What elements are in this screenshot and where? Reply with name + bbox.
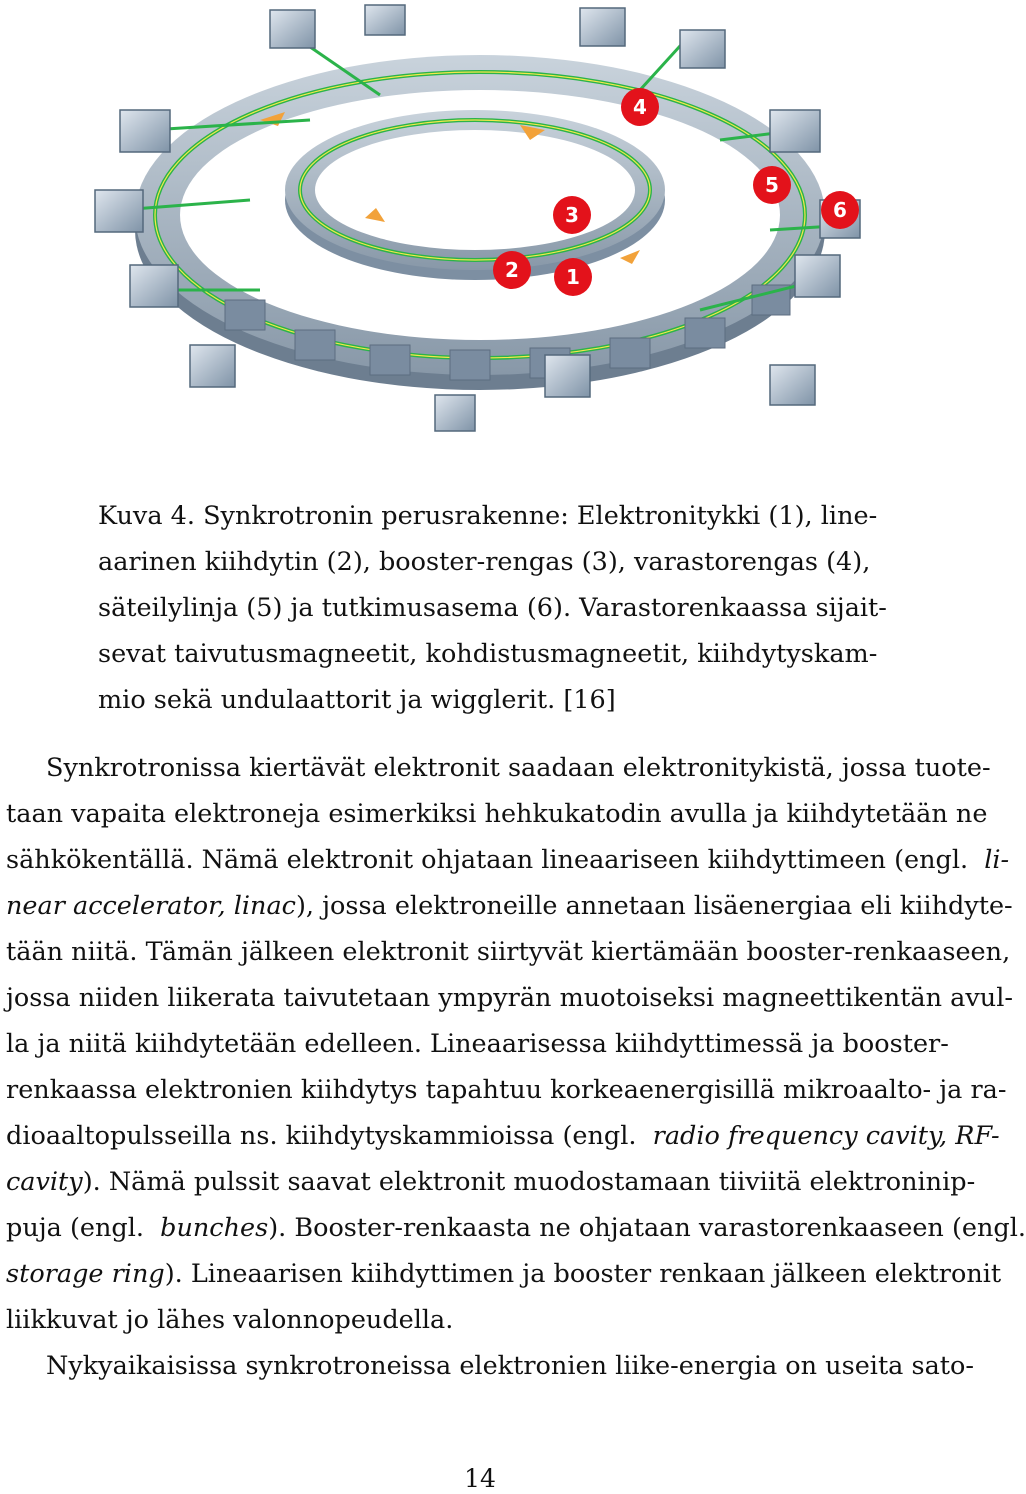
body-line-7: la ja niitä kiihdytetään edelleen. Lineaarisessa kiihdyttimessä ja booster- <box>6 1029 949 1059</box>
caption-line-4: sevat taivutusmagneetit, kohdistusmagneetit, kiihdytyskam- <box>98 639 878 669</box>
body-line-13: liikkuvat jo lähes valonnopeudella. <box>6 1305 454 1335</box>
marker-1 <box>554 258 592 296</box>
caption-line-1: Kuva 4. Synkrotronin perusrakenne: Elektronitykki (1), line- <box>98 501 878 531</box>
marker-2 <box>493 251 531 289</box>
caption-line-2: aarinen kiihdytin (2), booster-rengas (3), varastorengas (4), <box>98 547 871 577</box>
body-line-1: Synkrotronissa kiertävät elektronit saadaan elektronitykistä, jossa tuote- <box>46 753 991 783</box>
synchrotron-figure <box>80 0 880 470</box>
marker-4-label: 4 <box>633 95 647 119</box>
body-line-10b: ). Nämä pulssit saavat elektronit muodostamaan tiiviitä elektroninip- <box>82 1167 976 1197</box>
body-line-5: tään niitä. Tämän jälkeen elektronit siirtyvät kiertämään booster-renkaaseen, <box>6 937 1011 967</box>
body-line-12b: ). Lineaarisen kiihdyttimen ja booster renkaan jälkeen elektronit <box>164 1259 1002 1289</box>
body-line-9a: dioaaltopulsseilla ns. kiihdytyskammioissa (engl. <box>6 1121 637 1151</box>
body-line-12a: storage ring <box>6 1259 165 1289</box>
body-line-3b: li- <box>984 845 1010 875</box>
caption-line-5: mio sekä undulaattorit ja wigglerit. [16] <box>98 685 616 715</box>
body-line-11b: bunches <box>160 1213 269 1243</box>
body-line-9b: radio frequency cavity, RF- <box>652 1121 1000 1151</box>
marker-1-label: 1 <box>566 265 580 289</box>
body-line-14: Nykyaikaisissa synkrotroneissa elektronien liike-energia on useita sato- <box>46 1351 974 1381</box>
marker-6 <box>821 191 859 229</box>
marker-6-label: 6 <box>833 198 847 222</box>
synchrotron-diagram <box>80 0 880 470</box>
caption-line-3: säteilylinja (5) ja tutkimusasema (6). Varastorenkaassa sijait- <box>98 593 887 623</box>
body-line-4a: near accelerator, linac <box>6 891 296 921</box>
marker-4 <box>621 88 659 126</box>
body-line-4b: ), jossa elektroneille annetaan lisäenergiaa eli kiihdyte- <box>295 891 1013 921</box>
marker-3-label: 3 <box>565 203 579 227</box>
body-line-10 <box>6 1166 975 1198</box>
body-line-2: taan vapaita elektroneja esimerkiksi hehkukatodin avulla ja kiihdytetään ne <box>6 799 988 829</box>
body-line-12 <box>6 1258 1001 1290</box>
page-number: 14 <box>464 1464 496 1493</box>
body-line-10a: cavity <box>6 1167 83 1197</box>
body-line-6: jossa niiden liikerata taivutetaan ympyrän muotoiseksi magneettikentän avul- <box>6 983 1013 1013</box>
marker-2-label: 2 <box>505 258 519 282</box>
body-line-8: renkaassa elektronien kiihdytys tapahtuu korkeaenergisillä mikroaalto- ja ra- <box>6 1075 1007 1105</box>
body-line-3a: sähkökentällä. Nämä elektronit ohjataan lineaariseen kiihdyttimeen (engl. <box>6 845 969 875</box>
body-line-11a: puja (engl. <box>6 1213 145 1243</box>
body-line-11c: ). Booster-renkaasta ne ohjataan varastorenkaaseen (engl. <box>268 1213 1026 1243</box>
marker-5-label: 5 <box>765 173 779 197</box>
booster-ring <box>285 110 665 280</box>
marker-3 <box>553 196 591 234</box>
body-line-11 <box>6 1212 1026 1244</box>
body-line-4 <box>6 890 1013 922</box>
body-line-3 <box>6 844 1009 876</box>
marker-5 <box>753 166 791 204</box>
body-line-9 <box>6 1120 1000 1152</box>
